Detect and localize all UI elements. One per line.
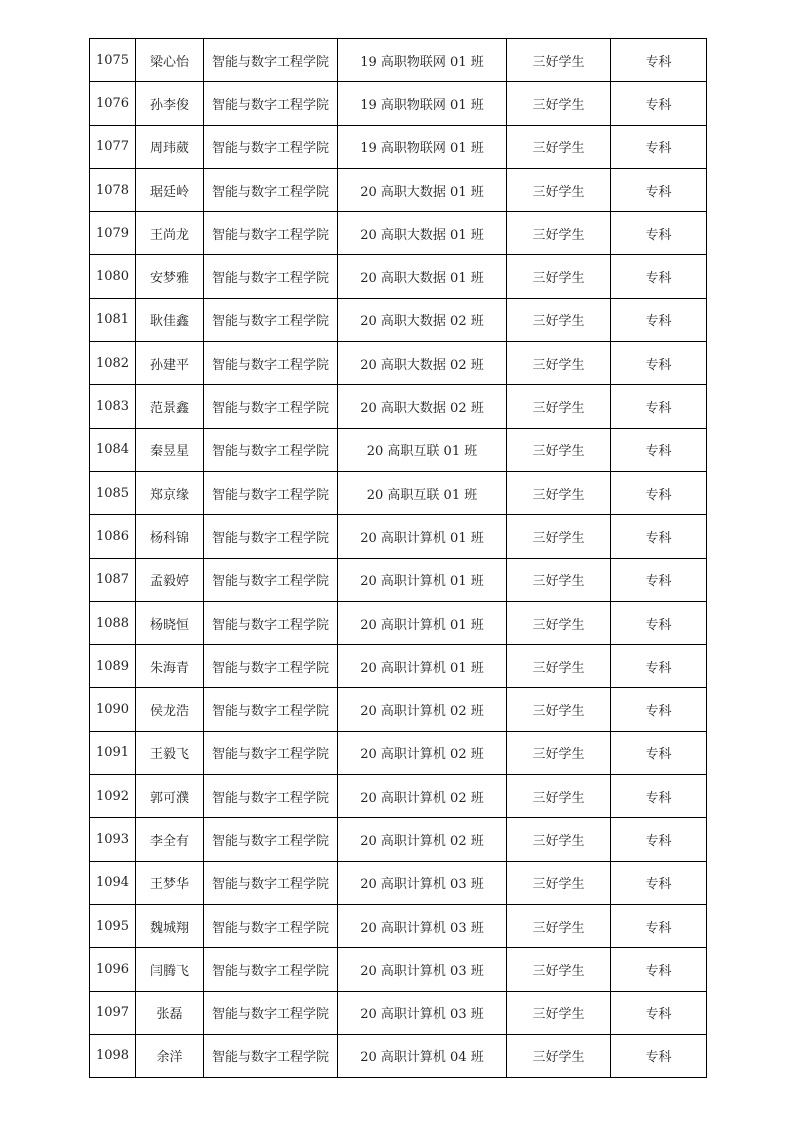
college-cell: 智能与数字工程学院 xyxy=(204,601,338,644)
row-number-cell: 1098 xyxy=(90,1034,136,1077)
row-number-cell: 1086 xyxy=(90,515,136,558)
college-cell: 智能与数字工程学院 xyxy=(204,39,338,82)
row-number-cell: 1084 xyxy=(90,428,136,471)
college-cell: 智能与数字工程学院 xyxy=(204,861,338,904)
student-name-cell: 朱海青 xyxy=(136,645,204,688)
education-level-cell: 专科 xyxy=(611,385,707,428)
honor-title-cell: 三好学生 xyxy=(507,82,611,125)
student-name-cell: 安梦雅 xyxy=(136,255,204,298)
table-row xyxy=(90,818,707,861)
student-name-cell: 闫腾飞 xyxy=(136,948,204,991)
education-level-cell: 专科 xyxy=(611,688,707,731)
college-cell: 智能与数字工程学院 xyxy=(204,948,338,991)
college-cell: 智能与数字工程学院 xyxy=(204,558,338,601)
college-cell: 智能与数字工程学院 xyxy=(204,298,338,341)
student-name-cell: 王毅飞 xyxy=(136,731,204,774)
education-level-cell: 专科 xyxy=(611,558,707,601)
table-row xyxy=(90,861,707,904)
education-level-cell: 专科 xyxy=(611,168,707,211)
student-name-cell: 孙建平 xyxy=(136,342,204,385)
table-row xyxy=(90,1034,707,1077)
college-cell: 智能与数字工程学院 xyxy=(204,342,338,385)
honor-title-cell: 三好学生 xyxy=(507,342,611,385)
honor-title-cell: 三好学生 xyxy=(507,818,611,861)
student-name-cell: 孟毅婷 xyxy=(136,558,204,601)
class-cell: 20 高职大数据 01 班 xyxy=(338,212,507,255)
student-name-cell: 郭可濮 xyxy=(136,775,204,818)
student-name-cell: 范景鑫 xyxy=(136,385,204,428)
student-name-cell: 魏城翔 xyxy=(136,904,204,947)
honor-title-cell: 三好学生 xyxy=(507,948,611,991)
student-name-cell: 王梦华 xyxy=(136,861,204,904)
student-name-cell: 郑京缘 xyxy=(136,471,204,514)
row-number-cell: 1085 xyxy=(90,471,136,514)
college-cell: 智能与数字工程学院 xyxy=(204,991,338,1034)
college-cell: 智能与数字工程学院 xyxy=(204,645,338,688)
table-row xyxy=(90,39,707,82)
class-cell: 20 高职计算机 01 班 xyxy=(338,601,507,644)
student-name-cell: 李全有 xyxy=(136,818,204,861)
honor-title-cell: 三好学生 xyxy=(507,515,611,558)
row-number-cell: 1088 xyxy=(90,601,136,644)
education-level-cell: 专科 xyxy=(611,428,707,471)
honor-title-cell: 三好学生 xyxy=(507,385,611,428)
student-name-cell: 杨晓恒 xyxy=(136,601,204,644)
row-number-cell: 1087 xyxy=(90,558,136,601)
student-name-cell: 张磊 xyxy=(136,991,204,1034)
row-number-cell: 1083 xyxy=(90,385,136,428)
table-row xyxy=(90,298,707,341)
student-name-cell: 杨科锦 xyxy=(136,515,204,558)
row-number-cell: 1096 xyxy=(90,948,136,991)
table-row xyxy=(90,471,707,514)
education-level-cell: 专科 xyxy=(611,775,707,818)
education-level-cell: 专科 xyxy=(611,125,707,168)
table-row xyxy=(90,82,707,125)
table-row xyxy=(90,601,707,644)
college-cell: 智能与数字工程学院 xyxy=(204,471,338,514)
honor-title-cell: 三好学生 xyxy=(507,168,611,211)
honor-title-cell: 三好学生 xyxy=(507,861,611,904)
education-level-cell: 专科 xyxy=(611,818,707,861)
class-cell: 20 高职大数据 02 班 xyxy=(338,342,507,385)
honor-title-cell: 三好学生 xyxy=(507,471,611,514)
college-cell: 智能与数字工程学院 xyxy=(204,515,338,558)
table-row xyxy=(90,342,707,385)
education-level-cell: 专科 xyxy=(611,212,707,255)
education-level-cell: 专科 xyxy=(611,731,707,774)
college-cell: 智能与数字工程学院 xyxy=(204,731,338,774)
education-level-cell: 专科 xyxy=(611,861,707,904)
honor-title-cell: 三好学生 xyxy=(507,731,611,774)
honor-title-cell: 三好学生 xyxy=(507,212,611,255)
education-level-cell: 专科 xyxy=(611,255,707,298)
education-level-cell: 专科 xyxy=(611,1034,707,1077)
class-cell: 20 高职计算机 04 班 xyxy=(338,1034,507,1077)
student-name-cell: 余洋 xyxy=(136,1034,204,1077)
class-cell: 20 高职计算机 01 班 xyxy=(338,515,507,558)
education-level-cell: 专科 xyxy=(611,645,707,688)
table-row xyxy=(90,385,707,428)
row-number-cell: 1079 xyxy=(90,212,136,255)
table-row xyxy=(90,991,707,1034)
education-level-cell: 专科 xyxy=(611,342,707,385)
education-level-cell: 专科 xyxy=(611,991,707,1034)
class-cell: 20 高职计算机 01 班 xyxy=(338,645,507,688)
row-number-cell: 1092 xyxy=(90,775,136,818)
class-cell: 20 高职大数据 02 班 xyxy=(338,298,507,341)
honor-title-cell: 三好学生 xyxy=(507,775,611,818)
table-row xyxy=(90,775,707,818)
student-name-cell: 秦昱星 xyxy=(136,428,204,471)
class-cell: 20 高职互联 01 班 xyxy=(338,428,507,471)
class-cell: 20 高职计算机 03 班 xyxy=(338,948,507,991)
table-row xyxy=(90,645,707,688)
class-cell: 20 高职计算机 01 班 xyxy=(338,558,507,601)
honor-title-cell: 三好学生 xyxy=(507,298,611,341)
table-row xyxy=(90,515,707,558)
education-level-cell: 专科 xyxy=(611,39,707,82)
college-cell: 智能与数字工程学院 xyxy=(204,688,338,731)
student-name-cell: 梁心怡 xyxy=(136,39,204,82)
college-cell: 智能与数字工程学院 xyxy=(204,125,338,168)
class-cell: 20 高职互联 01 班 xyxy=(338,471,507,514)
table-row xyxy=(90,255,707,298)
college-cell: 智能与数字工程学院 xyxy=(204,904,338,947)
college-cell: 智能与数字工程学院 xyxy=(204,168,338,211)
table-row xyxy=(90,904,707,947)
honor-title-cell: 三好学生 xyxy=(507,255,611,298)
row-number-cell: 1095 xyxy=(90,904,136,947)
table-row xyxy=(90,688,707,731)
student-name-cell: 琚廷岭 xyxy=(136,168,204,211)
college-cell: 智能与数字工程学院 xyxy=(204,818,338,861)
college-cell: 智能与数字工程学院 xyxy=(204,212,338,255)
education-level-cell: 专科 xyxy=(611,471,707,514)
student-name-cell: 耿佳鑫 xyxy=(136,298,204,341)
education-level-cell: 专科 xyxy=(611,82,707,125)
honor-title-cell: 三好学生 xyxy=(507,558,611,601)
honor-title-cell: 三好学生 xyxy=(507,428,611,471)
education-level-cell: 专科 xyxy=(611,948,707,991)
class-cell: 20 高职计算机 03 班 xyxy=(338,991,507,1034)
college-cell: 智能与数字工程学院 xyxy=(204,775,338,818)
class-cell: 20 高职计算机 02 班 xyxy=(338,818,507,861)
college-cell: 智能与数字工程学院 xyxy=(204,428,338,471)
education-level-cell: 专科 xyxy=(611,515,707,558)
row-number-cell: 1091 xyxy=(90,731,136,774)
education-level-cell: 专科 xyxy=(611,601,707,644)
honor-title-cell: 三好学生 xyxy=(507,904,611,947)
college-cell: 智能与数字工程学院 xyxy=(204,1034,338,1077)
row-number-cell: 1075 xyxy=(90,39,136,82)
honor-title-cell: 三好学生 xyxy=(507,1034,611,1077)
honor-title-cell: 三好学生 xyxy=(507,39,611,82)
table-row xyxy=(90,125,707,168)
class-cell: 19 高职物联网 01 班 xyxy=(338,125,507,168)
table-row xyxy=(90,948,707,991)
table-row xyxy=(90,168,707,211)
table-row xyxy=(90,212,707,255)
honor-title-cell: 三好学生 xyxy=(507,688,611,731)
row-number-cell: 1076 xyxy=(90,82,136,125)
class-cell: 20 高职计算机 02 班 xyxy=(338,775,507,818)
class-cell: 20 高职计算机 02 班 xyxy=(338,731,507,774)
table-row xyxy=(90,731,707,774)
class-cell: 20 高职大数据 01 班 xyxy=(338,255,507,298)
education-level-cell: 专科 xyxy=(611,298,707,341)
honor-title-cell: 三好学生 xyxy=(507,601,611,644)
class-cell: 19 高职物联网 01 班 xyxy=(338,82,507,125)
student-name-cell: 孙李俊 xyxy=(136,82,204,125)
table-row xyxy=(90,428,707,471)
college-cell: 智能与数字工程学院 xyxy=(204,82,338,125)
row-number-cell: 1093 xyxy=(90,818,136,861)
table-row xyxy=(90,558,707,601)
honor-title-cell: 三好学生 xyxy=(507,125,611,168)
student-name-cell: 周玮葳 xyxy=(136,125,204,168)
row-number-cell: 1080 xyxy=(90,255,136,298)
class-cell: 20 高职计算机 03 班 xyxy=(338,861,507,904)
college-cell: 智能与数字工程学院 xyxy=(204,255,338,298)
student-name-cell: 王尚龙 xyxy=(136,212,204,255)
class-cell: 20 高职大数据 01 班 xyxy=(338,168,507,211)
row-number-cell: 1078 xyxy=(90,168,136,211)
education-level-cell: 专科 xyxy=(611,904,707,947)
roster-body xyxy=(90,39,707,1078)
student-name-cell: 侯龙浩 xyxy=(136,688,204,731)
row-number-cell: 1077 xyxy=(90,125,136,168)
college-cell: 智能与数字工程学院 xyxy=(204,385,338,428)
row-number-cell: 1097 xyxy=(90,991,136,1034)
row-number-cell: 1082 xyxy=(90,342,136,385)
row-number-cell: 1090 xyxy=(90,688,136,731)
honor-title-cell: 三好学生 xyxy=(507,645,611,688)
row-number-cell: 1094 xyxy=(90,861,136,904)
class-cell: 20 高职计算机 02 班 xyxy=(338,688,507,731)
honor-roster-table xyxy=(89,38,707,1078)
row-number-cell: 1081 xyxy=(90,298,136,341)
class-cell: 20 高职计算机 03 班 xyxy=(338,904,507,947)
row-number-cell: 1089 xyxy=(90,645,136,688)
honor-title-cell: 三好学生 xyxy=(507,991,611,1034)
class-cell: 19 高职物联网 01 班 xyxy=(338,39,507,82)
class-cell: 20 高职大数据 02 班 xyxy=(338,385,507,428)
